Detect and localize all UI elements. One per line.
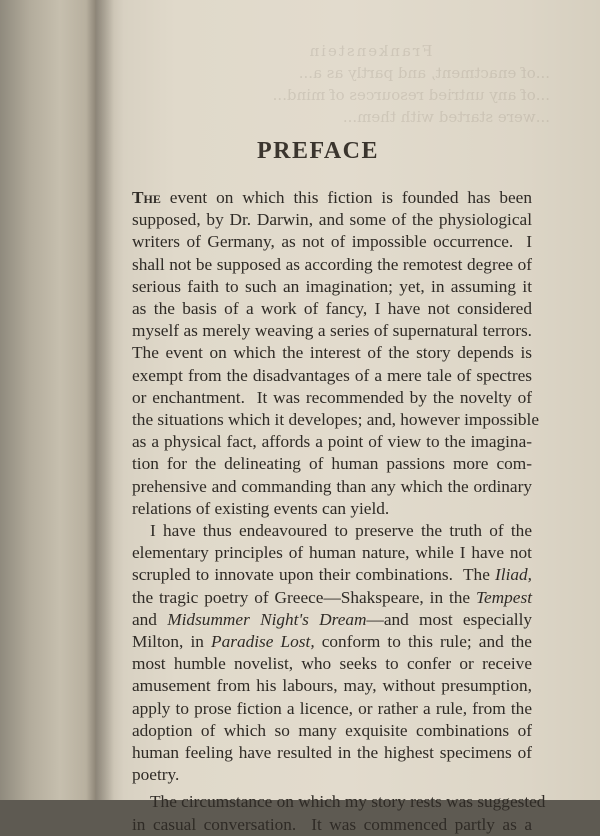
text-line: or enchantment. It was recommended by the novelty of [132,387,532,407]
text-line: relations of existing events can yield. [132,498,390,518]
text-line: most humble novelist, who seeks to confer or receive [132,654,532,674]
facing-page-ghost-text [8,20,88,320]
text-line: Milton, in Paradise Lost, conform to this rule; and the [132,632,532,652]
italic-title: Tempest [475,587,532,607]
text-line: elementary principles of human nature, while I have not [132,543,532,563]
paragraph-1 [132,187,539,520]
bleed-through-line: ...were started with them... [342,108,550,126]
text-line: as a physical fact, affords a point of view to the imagina- [132,432,532,452]
paragraph-3 [132,791,546,835]
italic-title: Midsummer Night's Dream [167,609,367,629]
text-line: The circumstance on which my story rests was suggested [150,792,546,812]
bleed-through-line: ...of any untried resources of mind... [272,86,550,104]
text-line: apply to prose fiction a licence, or rather a rule, from the [132,698,532,718]
text-line: tion for the delineating of human passions more com- [132,454,532,474]
text-line: myself as merely weaving a series of supernatural terrors. [132,321,532,341]
text-line: amusement from his labours, may, without presumption, [132,676,532,696]
text-line: and Midsummer Night's Dream—and most especially [132,609,533,629]
text-line: adoption of which so many exquisite combinations of [132,720,532,740]
text-line: supposed, by Dr. Darwin, and some of the physiological [132,210,532,230]
text-line: the situations which it developes; and, however impossible [132,410,539,430]
bleed-through-title: Frankenstein [307,42,433,60]
page-title: PREFACE [256,138,380,164]
text-line: prehensive and commanding than any which the ordinary [132,476,532,496]
facing-page-edge [0,0,96,800]
text-line: the tragic poetry of Greece—Shakspeare, in the Tempest [132,587,532,607]
text-line: as the basis of a work of fancy, I have not considered [132,299,532,319]
text-line: poetry. [132,765,180,785]
text-line: in casual conversation. It was commenced partly as a [132,814,532,834]
preface-body [132,187,546,836]
bleed-through-line: ...of enactment, and partly as a... [298,64,550,82]
gutter-shadow [96,0,114,800]
text-line: shall not be supposed as according the remotest degree of [132,254,532,274]
text-line: The event on which the interest of the story depends is [132,343,532,363]
text-line: writers of Germany, as not of impossible occurrence. I [132,232,532,252]
text-line: human feeling have resulted in the highest specimens of [132,743,532,763]
italic-title: Iliad, [495,565,532,585]
text-line: I have thus endeavoured to preserve the truth of the [150,521,532,541]
paragraph-2 [132,520,532,786]
text-line: scrupled to innovate upon their combinations. The Iliad, [132,565,532,585]
italic-title: Paradise Lost, [211,632,315,652]
bleed-through-text [190,40,550,130]
drop-word: The [132,188,161,207]
text-line: The event on which this fiction is founded has been [132,188,532,207]
text-line: serious faith to such an imagination; yet, in assuming it [132,276,532,296]
text-line: exempt from the disadvantages of a mere tale of spectres [132,365,532,385]
